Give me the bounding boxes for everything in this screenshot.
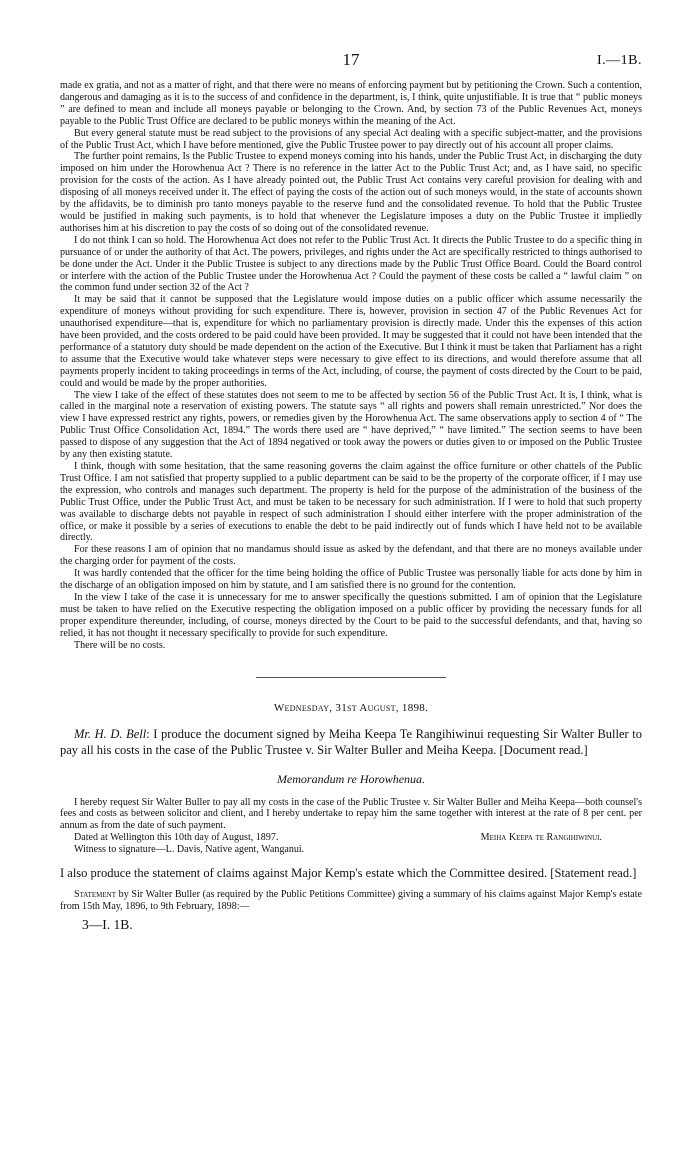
paragraph: It may be said that it cannot be supposed that the Legislature would impose duties on a public officer which assume necessarily the expenditure of moneys without providing for such expenditure. There is, however, provision in section 47 of the Public Revenues Act for unauthorised expenditure—that is, expenditure for which no parliamentary provision is directly made. Under this the expenses of this action have been provided, and the costs ordered to be paid could have been provided. It may be suggested that it could not have been intended that the performance of a statutory duty should be made dependent on the action of the Executive. But I think it must be taken that Parliament has a right to assume that the Executive would take whatever steps were necessary to give effect to its directions, and would therefore assume that all payments properly incident to taking proceedings in terms of the Act, including, of course, the payment of costs directed by the Court to be paid, could and would be made by the proper authorities. [60,294,642,389]
paragraph: There will be no costs. [74,639,166,651]
section-divider [256,677,446,678]
memorandum-signatory: Meiha Keepa te Rangihiwinui. [480,832,602,844]
paragraph: I do not think I can so hold. The Horowhenua Act does not refer to the Public Trust Act. It directs the Public Trustee to do a specific thing in pursuance of or under the authority of that Act. The powers, privileges, and rights under the Act are specifically restricted to things authorised to be done under the Act. Under it the Public Trustee is subject to any directions made by the Public Trust Office Board. Could the Board control or interfere with the action of the Public Trustee under the Horowhenua Act ? Could the payment of these costs be called a “ lawful claim ” on the common fund under section 32 of the Act ? [60,234,642,294]
judgment-text [60,80,642,652]
speaker-name: Mr. H. D. Bell [74,726,147,741]
date-heading: Wednesday, 31st August, 1898. [273,701,429,714]
statement-lead: Statement [74,889,116,901]
memorandum-signature-line [60,832,642,844]
memorandum-date: Dated at Wellington this 10th day of August, 1897. [74,832,279,844]
paragraph: The view I take of the effect of these statutes does not seem to me to be affected by section 56 of the Public Trust Act. It is, I think, what is called in the marginal note a reservation of existing powers. The statute says “ all rights and powers shall remain unrestricted.” Nor does the view I have expressed restrict any rights, powers, or remedies given by the Horowhenua Act. The same observations apply to section 4 of “ The Public Trust Office Consolidation Act, 1894.” The words there used are “ have deprived,” “ have limited.” The section seems to have been passed to dispose of any suggestion that the Act of 1894 negatived or took away the powers or duties given to or imposed on the Public Trustee by any then existing statute. [60,389,642,461]
page-number: 17 [342,50,360,69]
paragraph: For these reasons I am of opinion that no mandamus should issue as asked by the defendant, and that there are no moneys available under the charging order for payment of the costs. [60,544,642,568]
memorandum-witness: Witness to signature—L. Davis, Native agent, Wanganui. [74,844,305,856]
memorandum-body [60,797,642,833]
statement-text: by Sir Walter Buller (as required by the Public Petitions Committee) giving a summary of his claims against Major Kemp's estate from 15th May, 1896, to 9th February, 1898:— [60,889,643,912]
memorandum-title: Memorandum re Horowhenua. [276,771,426,786]
paragraph: The further point remains, Is the Public Trustee to expend moneys coming into his hands, under the Public Trust Act, in discharging the duty imposed on him under the Horowhenua Act ? There is no reference in the latter Act to the Public Trust Act; and, as I have said, no specific provision for the costs of the action. As I have already pointed out, the Public Trust Act contains very careful provision for dealing with and disposing of all moneys received under it. The effect of paying the costs of the action out of such moneys would, in the state of accounts shown by the affidavits, be to diminish pro tanto moneys payable to the reserve fund and the consolidated revenue. To hold that the Public Trustee would be justified in making such payments, is to hold that whenever the Legislature imposes a duty on the Public Trustee it impliedly authorises him at his discretion to pay the costs of so doing out of the consolidated revenue. [60,151,642,234]
paragraph: made ex gratia, and not as a matter of right, and that there were no means of enforcing payment but by petitioning the Crown. Such a contention, dangerous and damaging as it is to the success of and confidence in the department, is, I think, quite unjustifiable. It is true that “ public moneys ” are defined to mean and include all moneys payable or belonging to the Crown. And, by section 73 of the Public Revenues Act, moneys payable to the Public Trust Office are declared to be public moneys within the meaning of the Act. [60,80,642,127]
footer-reference: 3—I. 1B. [82,916,133,932]
paragraph: I think, though with some hesitation, that the same reasoning governs the claim against the office furniture or other chattels of the Public Trust Office. I am not satisfied that property supplied to a public department can be said to be the property of the corporate officer, if I may use the expression, who controls and manages such department. The property is held for the purpose of the administration of the business of the Public Trust Office, under the Public Trust Act, and must be taken to be necessary for such administration. If I were to hold that such property was available to discharge debts not payable in respect of such administration I should either interfere with the proper administration of the office, or make it possible by a series of executions to enable the debt to be paid indirectly out of funds which I have held not to be available directly. [60,461,642,544]
statement-intro [60,889,642,913]
also-produce-text: I also produce the statement of claims against Major Kemp's estate which the Committee desired. [Statement read.] [60,866,637,881]
paragraph: It was hardly contended that the officer for the time being holding the office of Public Trustee was personally liable for acts done by him in the discharge of an obligation imposed on him by statute, and I am satisfied there is no ground for the contention. [60,568,642,592]
report-reference: I.—1B. [597,53,642,68]
paragraph: In the view I take of the case it is unnecessary for me to answer specifically the questions submitted. I am of opinion that the Legislature must be taken to have relied on the Executive respecting the obligation imposed on a public officer by providing the necessary funds for all proper expenditure thereunder, including, of course, moneys directed by the Court to be paid to the successful defendants, and that, having so relied, it has not thought it necessary specifically to provide for such expenditure. [60,591,642,639]
evidence-statement [60,726,642,758]
evidence-text: : I produce the document signed by Meiha Keepa Te Rangihiwinui requesting Sir Walter Buller to pay all his costs in the case of the Public Trustee v. Sir Walter Buller and Meiha Keepa. [Document read.] [60,726,642,757]
page-header [60,0,642,80]
paragraph: But every general statute must be read subject to the provisions of any special Act dealing with a specific subject-matter, and the provisions of the Public Trust Act, which I have before mentioned, give the Public Trustee power to pay directly out of his account all proper claims. [60,127,642,151]
memorandum-text: I hereby request Sir Walter Buller to pay all my costs in the case of the Public Trustee v. Sir Walter Buller and Meiha Keepa—both counsel's fees and costs as between solicitor and client, and I hereby undertake to repay him the same together with interest at the rate of 8 per cent. per annum as from the date of such payment. [60,796,642,832]
